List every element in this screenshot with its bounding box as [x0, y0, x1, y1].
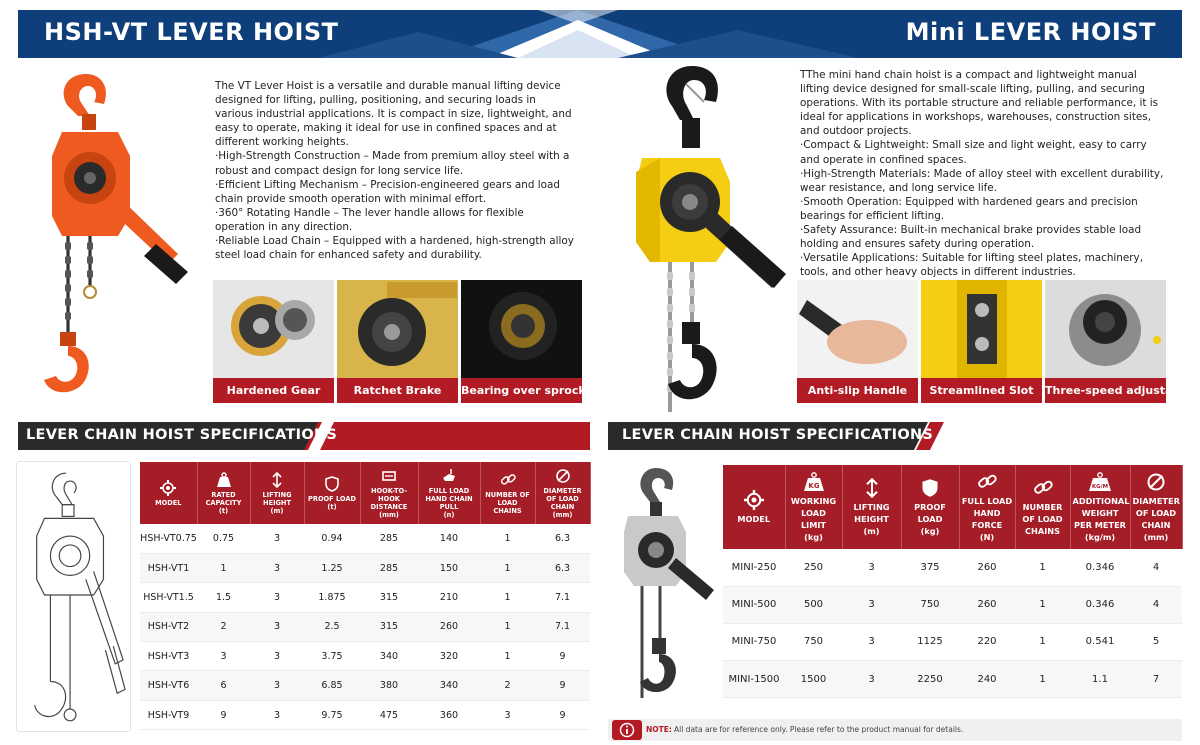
column-header-chain-diameter: [535, 462, 590, 524]
table-row: [140, 612, 590, 641]
vt-spec-table: [140, 462, 591, 730]
feature-three-speed-adjustable: [1045, 280, 1192, 403]
table-cell: 1: [480, 524, 535, 553]
table-cell: 3.75: [304, 642, 360, 671]
hand-pull-icon: [441, 468, 457, 484]
column-header-unit: (mm): [1143, 531, 1169, 542]
table-cell: 1.25: [304, 553, 360, 582]
table-cell: 1: [480, 612, 535, 641]
column-header-unit: (mm): [379, 510, 399, 519]
right-spec-header: [608, 422, 1182, 450]
column-header-hook-to-hook: [360, 462, 418, 524]
table-row: [140, 524, 590, 553]
table-header-row: [723, 465, 1182, 549]
table-cell: 9.75: [304, 700, 360, 729]
table-cell: 0.346: [1070, 586, 1130, 623]
left-description-bullet: ·360° Rotating Handle – The lever handle allows for flexible operation in any direction.: [215, 206, 524, 233]
column-header-label: LIFTING HEIGHT: [853, 501, 890, 524]
weight-icon: [216, 472, 232, 488]
column-header-label: NUMBER OF LOAD CHAINS: [1022, 501, 1063, 536]
kg-icon-text: KG: [807, 481, 820, 490]
left-spec-title: LEVER CHAIN HOIST SPECIFICATIONS: [26, 427, 338, 443]
table-cell: 2250: [901, 661, 959, 698]
gear-icon: [744, 490, 764, 510]
feature-label: Anti-slip Handle: [797, 378, 918, 403]
mini-hoist-silver-photo: [612, 462, 718, 710]
top-banner: [18, 10, 1182, 58]
table-cell: 1: [1015, 623, 1070, 660]
table-cell-model: HSH-VT3: [140, 642, 197, 671]
table-cell: 315: [360, 583, 418, 612]
column-header-label: FULL LOAD HAND CHAIN PULL: [425, 486, 473, 511]
info-icon: [612, 720, 642, 740]
chain-link-icon: [1033, 478, 1053, 498]
table-cell: 9: [535, 642, 590, 671]
column-header-model: [723, 465, 785, 549]
table-cell-model: MINI-500: [723, 586, 785, 623]
table-cell: 380: [360, 671, 418, 700]
table-cell: 3: [250, 524, 304, 553]
right-description: [800, 68, 1168, 279]
column-header-number-of-chains: [1015, 465, 1070, 549]
table-cell: 3: [842, 549, 901, 586]
column-header-unit: (t): [218, 506, 229, 515]
table-row: [140, 671, 590, 700]
right-description-bullet: ·Compact & Lightweight: Small size and light weight, easy to carry and operate in confined spaces.: [800, 139, 1147, 166]
diameter-icon: [1146, 472, 1166, 492]
table-header-row: [140, 462, 590, 524]
note-text: All data are for reference only. Please refer to the product manual for details.: [674, 725, 964, 734]
table-cell: 140: [418, 524, 480, 553]
table-cell: 1: [197, 553, 250, 582]
streamlined-slot-image: [921, 280, 1042, 378]
table-cell: 220: [959, 623, 1015, 660]
table-cell: 9: [535, 700, 590, 729]
table-cell: 1: [480, 553, 535, 582]
column-header-unit: (m): [863, 525, 880, 536]
table-cell: 1: [1015, 549, 1070, 586]
chain-link-icon: [500, 472, 516, 488]
table-cell: 750: [785, 623, 842, 660]
table-cell: 2.5: [304, 612, 360, 641]
table-cell: 260: [418, 612, 480, 641]
table-cell: 4: [1130, 586, 1182, 623]
table-cell: 1500: [785, 661, 842, 698]
feature-anti-slip-handle: [797, 280, 918, 403]
column-header-unit: (kg/m): [1084, 531, 1116, 542]
column-header-hand-chain-pull: [418, 462, 480, 524]
column-header-full-load-hand-force: [959, 465, 1015, 549]
column-header-unit: (m): [270, 506, 284, 515]
table-cell: 375: [901, 549, 959, 586]
column-header-working-load-limit: [785, 465, 842, 549]
left-description-bullet: ·Reliable Load Chain – Equipped with a hardened, high-strength alloy steel load chain for enhanced safety and durability.: [215, 235, 574, 262]
table-cell: 500: [785, 586, 842, 623]
shield-icon: [324, 476, 340, 492]
table-cell: 150: [418, 553, 480, 582]
column-header-proof-load: [901, 465, 959, 549]
table-cell: 3: [250, 700, 304, 729]
table-cell: 4: [1130, 549, 1182, 586]
note-icon-box: [612, 720, 642, 740]
diameter-icon: [555, 468, 571, 484]
table-cell: 285: [360, 553, 418, 582]
table-cell: 6.85: [304, 671, 360, 700]
column-header-label: FULL LOAD HAND FORCE: [961, 495, 1013, 530]
column-header-proof-load: [304, 462, 360, 524]
table-cell-model: MINI-1500: [723, 661, 785, 698]
column-header-label: DIAMETER OF LOAD CHAIN: [1132, 495, 1180, 530]
table-row: [723, 549, 1182, 586]
left-spec-header: [18, 422, 590, 450]
table-cell-model: HSH-VT2: [140, 612, 197, 641]
table-cell: 6.3: [535, 553, 590, 582]
column-header-label: RATED CAPACITY: [205, 490, 242, 507]
hardened-gear-image: [213, 280, 334, 378]
hook-distance-icon: [381, 468, 397, 484]
feature-hardened-gear: [213, 280, 334, 403]
column-header-label: PROOF LOAD: [914, 501, 946, 524]
column-header-unit: (n): [443, 510, 455, 519]
anti-slip-handle-image: [797, 280, 918, 378]
bearing-over-sprocket-image: [461, 280, 582, 378]
column-header-label: NUMBER OF LOAD CHAINS: [485, 490, 530, 515]
column-header-label: WORKING LOAD LIMIT: [790, 495, 837, 530]
table-cell: 7.1: [535, 583, 590, 612]
shield-icon: [920, 478, 940, 498]
column-header-unit: (kg): [920, 525, 940, 536]
three-speed-adjustable-image: [1045, 280, 1166, 378]
chain-link-icon: [977, 472, 997, 492]
left-description-intro: The VT Lever Hoist is a versatile and durable manual lifting device designed for lifting, pulling, positioning, and securing loads in various industrial applications. It is compact in size, lightweight, and easy to operate, making it ideal for use in confined spaces and at different working heights.: [215, 80, 572, 149]
table-row: [140, 583, 590, 612]
kgm-icon-text: KG/M: [1091, 483, 1109, 490]
left-panel-title: HSH-VT LEVER HOIST: [44, 18, 339, 46]
table-cell: 285: [360, 524, 418, 553]
table-cell: 3: [842, 661, 901, 698]
table-cell: 0.346: [1070, 549, 1130, 586]
mini-spec-table: [723, 465, 1183, 698]
table-cell-model: HSH-VT1: [140, 553, 197, 582]
kg-weight-icon: [803, 472, 825, 492]
table-cell: 3: [250, 612, 304, 641]
note-bar: [608, 719, 1182, 741]
column-header-label: HOOK-TO-HOOK DISTANCE: [370, 486, 408, 511]
right-description-bullet: ·Safety Assurance: Built-in mechanical brake provides stable load holding and ensures safety during operation.: [800, 224, 1142, 251]
kgm-weight-icon: [1088, 472, 1112, 492]
column-header-unit: (mm): [552, 510, 573, 519]
table-cell: 3: [197, 642, 250, 671]
table-cell: 1.5: [197, 583, 250, 612]
right-description-intro: TThe mini hand chain hoist is a compact and lightweight manual lifting device designed for small-scale lifting, pulling, and securing operations. With its portable structure and reliable performance, it is ideal for applications in workshops, warehouses, construction sites, and outdoor projects.: [800, 69, 1159, 138]
table-cell: 315: [360, 612, 418, 641]
table-cell: 9: [535, 671, 590, 700]
feature-label: Bearing over sprocket: [461, 378, 582, 403]
table-cell: 3: [250, 671, 304, 700]
table-cell: 1.1: [1070, 661, 1130, 698]
feature-label: Ratchet Brake: [337, 378, 458, 403]
table-cell: 3: [480, 700, 535, 729]
table-cell-model: MINI-750: [723, 623, 785, 660]
table-cell: 6.3: [535, 524, 590, 553]
column-header-lifting-height: [842, 465, 901, 549]
table-cell-model: MINI-250: [723, 549, 785, 586]
column-header-chain-diameter: [1130, 465, 1182, 549]
column-header-lifting-height: [250, 462, 304, 524]
height-arrow-icon: [862, 478, 882, 498]
table-cell: 250: [785, 549, 842, 586]
table-cell: 6: [197, 671, 250, 700]
ratchet-brake-image: [337, 280, 458, 378]
table-cell: 2: [480, 671, 535, 700]
column-header-label: LIFTING HEIGHT: [262, 490, 292, 507]
table-cell: 320: [418, 642, 480, 671]
table-cell: 1.875: [304, 583, 360, 612]
left-description-bullet: ·High-Strength Construction – Made from premium alloy steel with a robust and compact design for long service life.: [215, 150, 570, 177]
feature-label: Streamlined Slot: [921, 378, 1042, 403]
vt-lever-hoist-photo: [38, 66, 194, 406]
note-label: NOTE:: [646, 725, 672, 734]
feature-label: Three-speed adjustable: [1045, 378, 1166, 403]
height-arrow-icon: [269, 472, 285, 488]
table-cell: 2: [197, 612, 250, 641]
right-panel-title: Mini LEVER HOIST: [905, 18, 1156, 46]
table-row: [723, 661, 1182, 698]
table-row: [723, 623, 1182, 660]
gear-icon: [160, 480, 176, 496]
column-header-unit: (kg): [804, 531, 823, 542]
left-description-bullet: ·Efficient Lifting Mechanism – Precision-engineered gears and load chain provide smooth operation with minimal effort.: [215, 178, 560, 205]
right-description-bullet: ·High-Strength Materials: Made of alloy steel with excellent durability, wear resistance, and long service life.: [800, 167, 1164, 194]
mini-lever-hoist-photo: [620, 62, 792, 420]
table-cell: 1125: [901, 623, 959, 660]
table-cell: 475: [360, 700, 418, 729]
table-cell: 3: [842, 586, 901, 623]
table-cell: 340: [360, 642, 418, 671]
table-cell-model: HSH-VT0.75: [140, 524, 197, 553]
table-row: [140, 553, 590, 582]
table-cell: 3: [250, 642, 304, 671]
table-cell: 260: [959, 586, 1015, 623]
right-spec-title: LEVER CHAIN HOIST SPECIFICATIONS: [622, 427, 934, 443]
table-cell: 9: [197, 700, 250, 729]
table-cell: 340: [418, 671, 480, 700]
feature-streamlined-slot: [921, 280, 1042, 403]
table-cell: 1: [480, 583, 535, 612]
table-cell: 3: [250, 583, 304, 612]
table-cell: 3: [250, 553, 304, 582]
table-row: [140, 700, 590, 729]
column-header-weight-per-meter: [1070, 465, 1130, 549]
feature-ratchet-brake: [337, 280, 458, 403]
table-row: [723, 586, 1182, 623]
table-cell: 3: [842, 623, 901, 660]
table-cell: 1: [1015, 586, 1070, 623]
table-cell: 1: [480, 642, 535, 671]
table-cell: 7: [1130, 661, 1182, 698]
table-cell: 1: [1015, 661, 1070, 698]
vt-hoist-line-drawing: [16, 461, 131, 732]
table-cell: 260: [959, 549, 1015, 586]
left-description: [215, 79, 575, 262]
table-cell: 0.94: [304, 524, 360, 553]
column-header-label: PROOF LOAD: [308, 494, 356, 503]
column-header-number-of-chains: [480, 462, 535, 524]
table-row: [140, 642, 590, 671]
table-cell: 750: [901, 586, 959, 623]
feature-label: Hardened Gear: [213, 378, 334, 403]
column-header-label: ADDITIONAL WEIGHT PER METER: [1072, 495, 1130, 530]
table-cell: 0.541: [1070, 623, 1130, 660]
column-header-model: [140, 462, 197, 524]
column-header-label: MODEL: [737, 513, 771, 524]
table-cell-model: HSH-VT6: [140, 671, 197, 700]
feature-bearing-over-sprocket: [461, 280, 599, 403]
column-header-rated-capacity: [197, 462, 250, 524]
table-cell: 210: [418, 583, 480, 612]
table-cell: 7.1: [535, 612, 590, 641]
table-cell-model: HSH-VT1.5: [140, 583, 197, 612]
table-cell: 0.75: [197, 524, 250, 553]
table-cell: 5: [1130, 623, 1182, 660]
right-description-bullet: ·Versatile Applications: Suitable for lifting steel plates, machinery, tools, and other heavy objects in different industries.: [800, 252, 1144, 279]
table-cell: 360: [418, 700, 480, 729]
column-header-unit: (t): [327, 502, 337, 511]
table-cell: 240: [959, 661, 1015, 698]
column-header-label: MODEL: [155, 498, 182, 507]
table-cell-model: HSH-VT9: [140, 700, 197, 729]
column-header-unit: (N): [979, 531, 995, 542]
right-description-bullet: ·Smooth Operation: Equipped with hardened gears and precision bearings for efficient lifting.: [800, 195, 1138, 222]
column-header-label: DIAMETER OF LOAD CHAIN: [543, 486, 582, 511]
